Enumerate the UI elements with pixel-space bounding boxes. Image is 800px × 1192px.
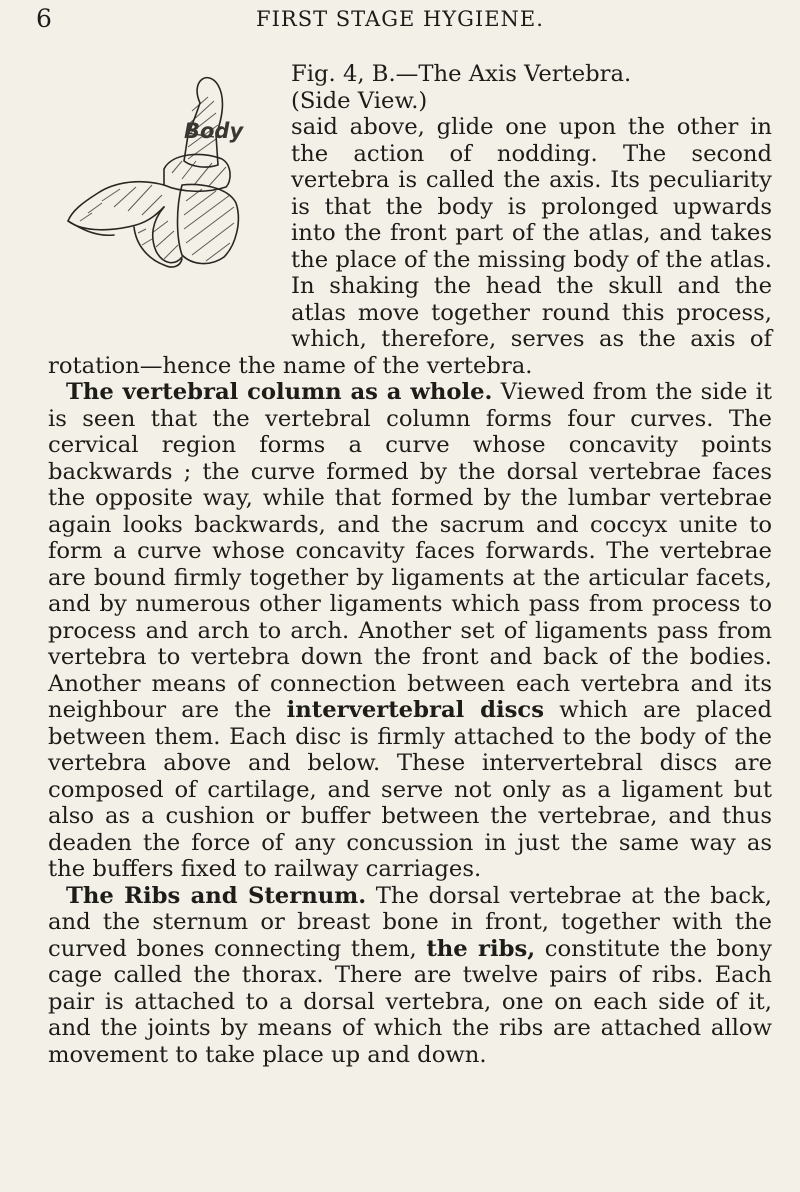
vertebral-column-text-b: which are placed between them. Each disc is firmly attached to the body of the vertebra above and below. These intervertebral discs are composed of cartilage, and serve not only as a ligament but also as a cushion or buffer between the vertebrae, and thus deaden the force of any concussion in just the same way as the buffers fixed to railway carriages. [48,697,772,882]
vertebral-column-text-a: Viewed from the side it is seen that the vertebral column forms four curves. The cervical region forms a curve whose concavity points backwards ; the curve formed by the dorsal vertebrae faces the opposite way, while that formed by the lumbar vertebrae again looks backwards, and the sacrum and coccyx unite to form a curve whose concavity faces forwards. The vertebrae are bound firmly together by ligaments at the articular facets, and by numerous other ligaments which pass from process to process and arch to arch. Another set of ligaments pass from vertebra to vertebra down the front and back of the bodies. Another means of connection between each vertebra and its neighbour are the [48,379,772,723]
figure-label-body: Body [184,119,244,143]
ribs-text-a: The dorsal vertebrae at the back, and the sternum or breast bone in front, together with the curved bones connecting them, [48,882,772,962]
axis-vertebra-figure [32,61,282,351]
paragraph-axis-text: said above, glide one upon the other in the action of nodding. The second vertebra is called the axis. Its peculiarity is that the body is prolonged upwards into the front part of the atlas, and takes the place of the missing body of the atlas. In shaking the head the skull and the atlas move together round this process, which, therefore, serves as the axis of rotation—hence the name of the vertebra. [48,114,772,379]
term-the-ribs: the ribs, [426,935,536,962]
figure-caption-title: Fig. 4, B.—The Axis Vertebra. [291,61,632,87]
heading-vertebral-column: The vertebral column as a whole. [66,379,493,405]
paragraph-vertebral-column [48,379,772,883]
ribs-text-b: constitute the bony cage called the thorax. There are twelve pairs of ribs. Each pair is attached to a dorsal vertebra, one on each side of it, and the joints by means of which the ribs are attached allow movement to take place up and down. [48,935,772,1068]
figure-caption-subtitle: (Side View.) [291,87,428,114]
body-text [48,61,772,1068]
paragraph-ribs-sternum [48,883,772,1069]
axis-vertebra-illustration [32,61,282,301]
heading-ribs-sternum: The Ribs and Sternum. [66,882,367,909]
page-number: 6 [36,4,52,33]
header-title: FIRST STAGE HYGIENE. [256,7,544,31]
running-head [36,4,764,34]
term-intervertebral-discs: intervertebral discs [286,697,544,723]
